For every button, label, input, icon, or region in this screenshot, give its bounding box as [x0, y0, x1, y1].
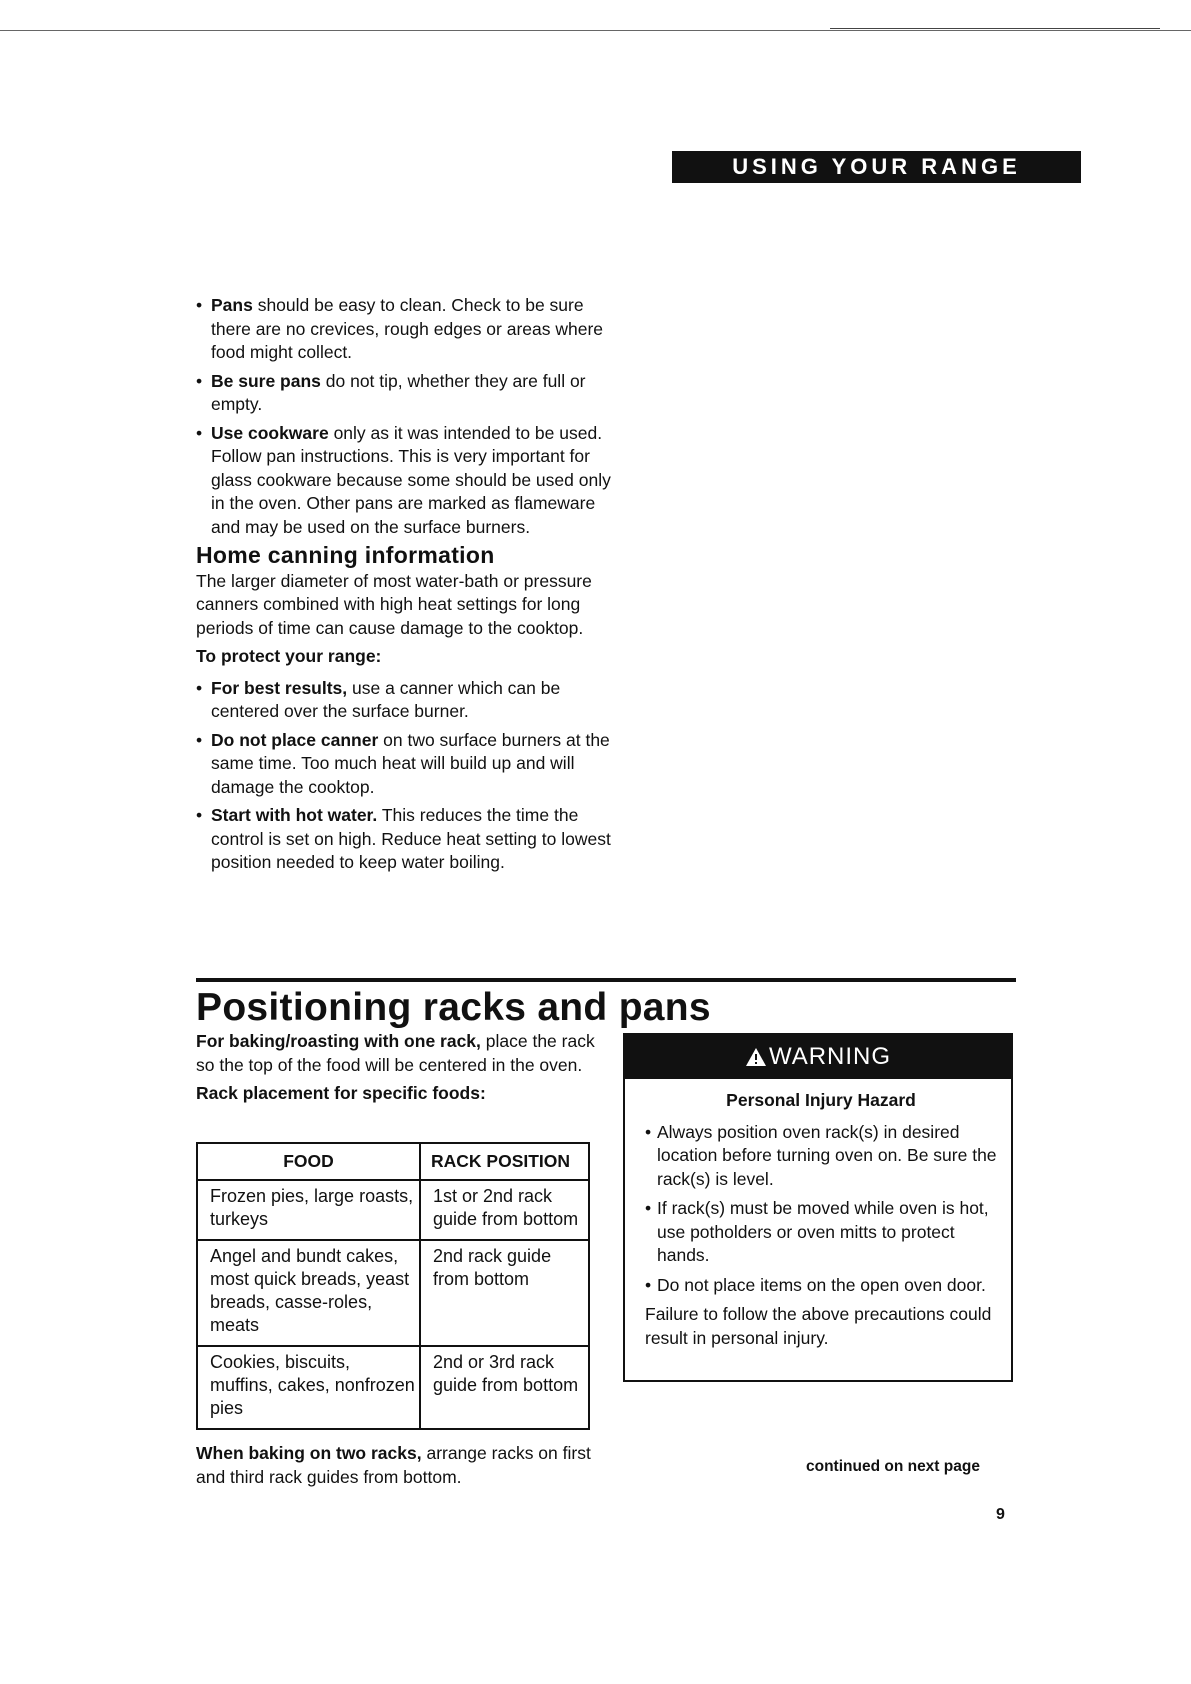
list-item: [196, 422, 626, 540]
racks-intro: [196, 1030, 606, 1114]
bullet-text: do not tip, whether they are full or empty.: [211, 370, 586, 414]
section-title: Positioning racks and pans: [196, 986, 711, 1029]
bullet-lead: For best results,: [211, 677, 348, 698]
bullet-lead: Pans: [211, 295, 253, 315]
warning-body: [625, 1079, 1011, 1350]
warning-footer: Failure to follow the above precautions could result in personal injury.: [645, 1304, 992, 1348]
list-item: • Always position oven rack(s) in desired location before turning oven on. Be sure the rack(s) is level.: [645, 1121, 997, 1192]
protect-label: To protect your range:: [196, 646, 382, 666]
bullet-text: This reduces the time the control is set on high. Reduce heat setting to lowest position needed to keep water boiling.: [211, 805, 611, 872]
table-row: [197, 1240, 589, 1346]
two-rack-text: arrange racks on first and third rack guides from bottom.: [196, 1443, 591, 1487]
warning-bullet-list: [645, 1121, 997, 1298]
table-row: [197, 1346, 589, 1429]
bullet-text: only as it was intended to be used. Follow pan instructions. This is very important for glass cookware because some should be used only in the oven. Other pans are marked as flameware and may be used on the surface burners.: [211, 422, 611, 537]
section-rule: [196, 978, 1016, 982]
bullet-text: use a canner which can be centered over the surface burner.: [211, 677, 561, 721]
list-item: • Do not place items on the open oven door.: [645, 1274, 997, 1298]
table-header-row: [197, 1143, 589, 1180]
column-header-food: FOOD: [197, 1143, 420, 1180]
top-rule-secondary: [830, 28, 1160, 29]
bullet-text: should be easy to clean. Check to be sure there are no crevices, rough edges or areas where food might collect.: [211, 295, 604, 362]
list-item: [196, 677, 626, 724]
continued-note: continued on next page: [806, 1458, 980, 1475]
food-cell: Cookies, biscuits, muffins, cakes, nonfrozen pies: [197, 1346, 420, 1429]
warning-triangle-icon: [745, 1038, 767, 1082]
bullet-lead: Use cookware: [211, 422, 329, 443]
left-column: [196, 294, 626, 880]
two-rack-lead: When baking on two racks,: [196, 1443, 422, 1463]
warning-header: [625, 1035, 1011, 1079]
list-item: • If rack(s) must be moved while oven is hot, use potholders or oven mitts to protect hands.: [645, 1197, 997, 1268]
rack-position-cell: 2nd rack guide from bottom: [420, 1240, 589, 1346]
canning-bullet-list: [196, 677, 626, 875]
canning-intro: The larger diameter of most water-bath or pressure canners combined with high heat settings for long periods of time can cause damage to the cooktop.: [196, 570, 592, 638]
list-item: [196, 370, 626, 417]
two-racks-note: [196, 1442, 616, 1489]
rack-position-cell: 2nd or 3rd rack guide from bottom: [420, 1346, 589, 1429]
bullet-text: on two surface burners at the same time. Too much heat will build up and will damage the cooktop.: [211, 729, 610, 797]
rack-placement-table: [196, 1142, 590, 1430]
bullet-lead: Be sure pans: [211, 370, 321, 391]
one-rack-paragraph: [196, 1030, 606, 1077]
one-rack-text: place the rack so the top of the food will be centered in the oven.: [196, 1031, 595, 1075]
top-rule: [0, 30, 1191, 31]
placement-label: Rack placement for specific foods:: [196, 1083, 486, 1103]
warning-box: [623, 1033, 1013, 1382]
list-item: [196, 804, 626, 875]
section-banner: USING YOUR RANGE: [672, 151, 1081, 183]
one-rack-lead: For baking/roasting with one rack,: [196, 1031, 481, 1051]
warning-title: Personal Injury Hazard: [726, 1090, 916, 1110]
table-row: [197, 1180, 589, 1240]
page-number: 9: [996, 1506, 1005, 1523]
column-header-rack-position: RACK POSITION: [420, 1143, 589, 1180]
bullet-lead: Start with hot water.: [211, 805, 378, 825]
food-cell: Frozen pies, large roasts, turkeys: [197, 1180, 420, 1240]
pan-bullet-list: [196, 294, 626, 539]
warning-label: WARNING: [768, 1043, 892, 1070]
bullet-lead: Do not place canner: [211, 729, 379, 750]
canning-heading: Home canning information: [196, 542, 495, 568]
food-cell: Angel and bundt cakes, most quick breads, yeast breads, casse-roles, meats: [197, 1240, 420, 1346]
rack-position-cell: 1st or 2nd rack guide from bottom: [420, 1180, 589, 1240]
list-item: [196, 294, 626, 365]
list-item: [196, 729, 626, 800]
